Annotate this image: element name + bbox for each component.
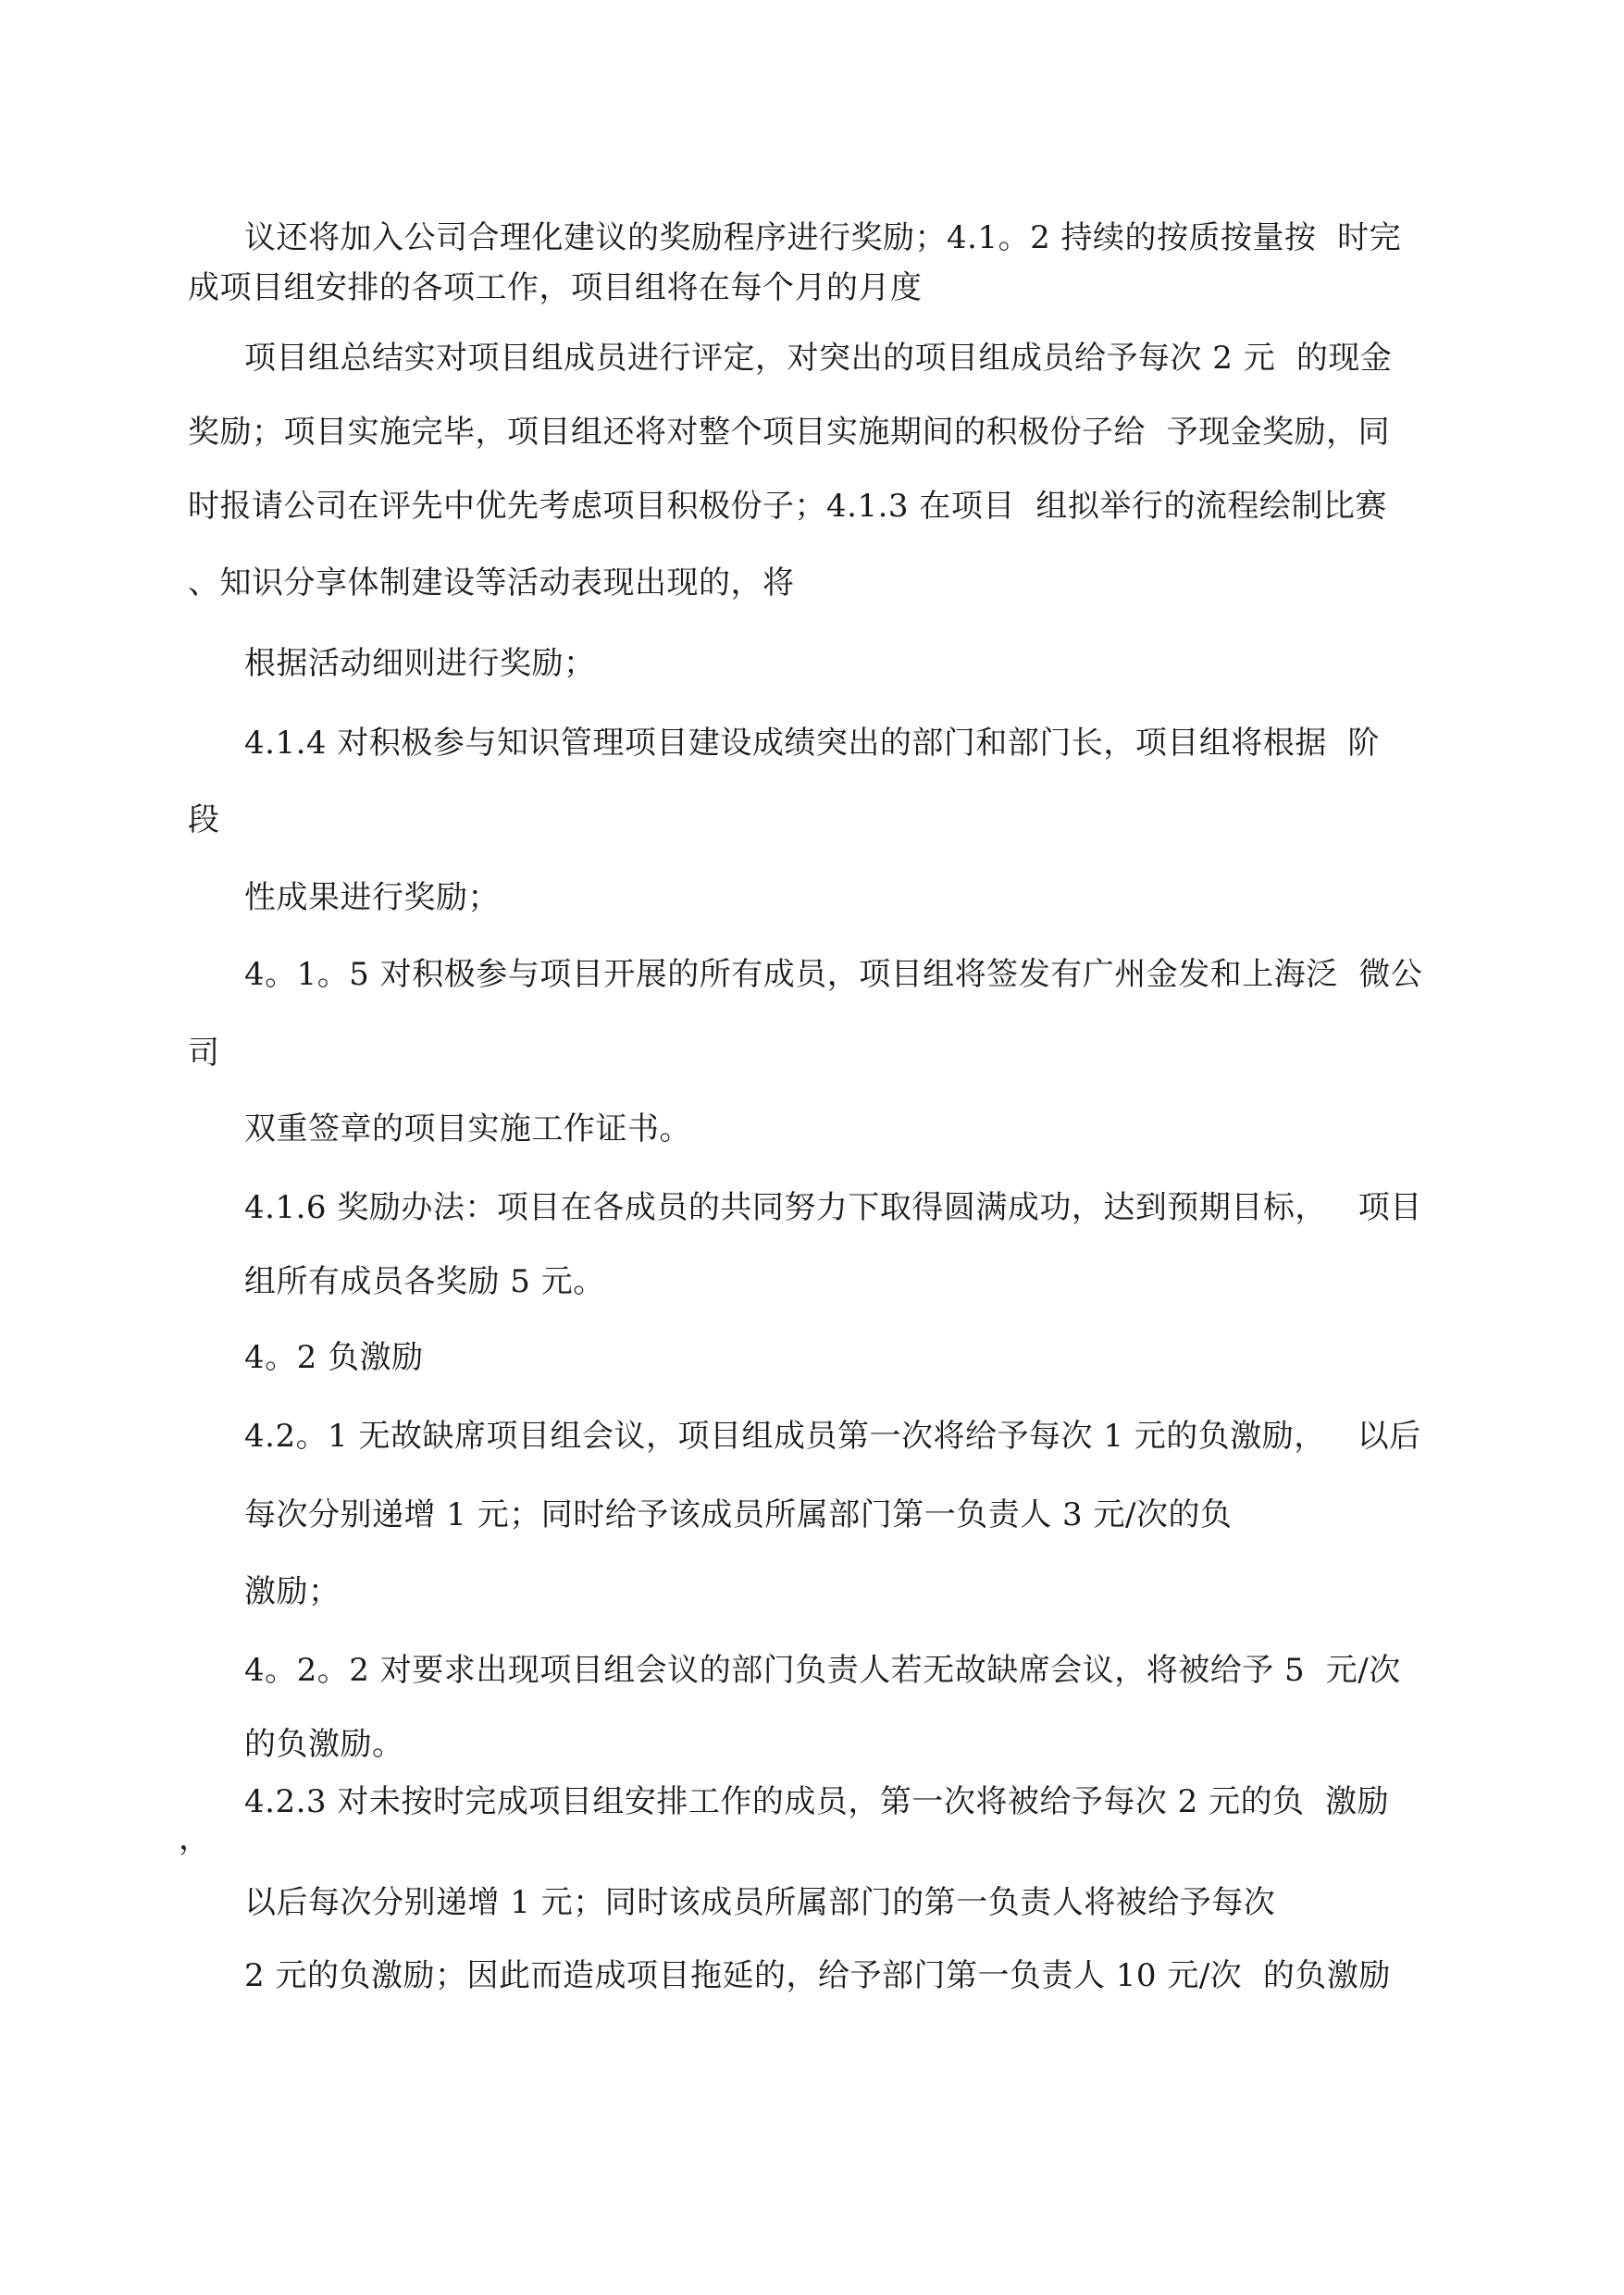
text-line: 性成果进行奖励； — [244, 879, 500, 916]
text-line: 4。1。5 对积极参与项目开展的所有成员，项目组将签发有广州金发和上海泛 微公 — [244, 956, 1423, 993]
text-line: 4.1.6 奖励办法：项目在各成员的共同努力下取得圆满成功，达到预期目标， 项目 — [244, 1189, 1422, 1226]
text-line: 激励； — [244, 1573, 341, 1610]
text-line: 2 元的负激励；因此而造成项目拖延的，给予部门第一负责人 10 元/次 的负激励 — [244, 1957, 1391, 1994]
text-line: 4。2 负激励 — [244, 1339, 424, 1376]
text-line: 的负激励。 — [244, 1726, 404, 1763]
text-line: 双重签章的项目实施工作证书。 — [244, 1110, 691, 1148]
text-line: 奖励；项目实施完毕，项目组还将对整个项目实施期间的积极份子给 予现金奖励，同 — [188, 414, 1391, 451]
text-line: 4.1.4 对积极参与知识管理项目建设成绩突出的部门和部门长，项目组将根据 阶 — [244, 725, 1380, 762]
text-line: 4。2。2 对要求出现项目组会议的部门负责人若无故缺席会议，将被给予 5 元/次 — [244, 1652, 1401, 1689]
text-line: ， — [179, 1820, 211, 1857]
text-line: 、知识分享体制建设等活动表现出现的，将 — [188, 564, 795, 602]
text-line: 段 — [188, 801, 220, 838]
text-line: 4.2。1 无故缺席项目组会议，项目组成员第一次将给予每次 1 元的负激励， 以后 — [244, 1418, 1421, 1455]
text-line: 4.2.3 对未按时完成项目组安排工作的成员，第一次将被给予每次 2 元的负 激励 — [244, 1783, 1390, 1820]
text-line: 每次分别递增 1 元；同时给予该成员所属部门第一负责人 3 元/次的负 — [244, 1496, 1233, 1533]
text-line: 成项目组安排的各项工作，项目组将在每个月的月度 — [188, 269, 923, 306]
text-line: 议还将加入公司合理化建议的奖励程序进行奖励；4.1。2 持续的按质按量按 时完 — [244, 219, 1402, 256]
text-line: 组所有成员各奖励 5 元。 — [244, 1263, 605, 1300]
text-line: 司 — [188, 1035, 220, 1072]
text-line: 以后每次分别递增 1 元；同时该成员所属部门的第一负责人将被给予每次 — [244, 1884, 1276, 1921]
text-line: 项目组总结实对项目组成员进行评定，对突出的项目组成员给予每次 2 元 的现金 — [244, 340, 1393, 377]
text-line: 时报请公司在评先中优先考虑项目积极份子；4.1.3 在项目 组拟举行的流程绘制比赛 — [188, 488, 1387, 525]
text-line: 根据活动细则进行奖励； — [244, 645, 596, 682]
